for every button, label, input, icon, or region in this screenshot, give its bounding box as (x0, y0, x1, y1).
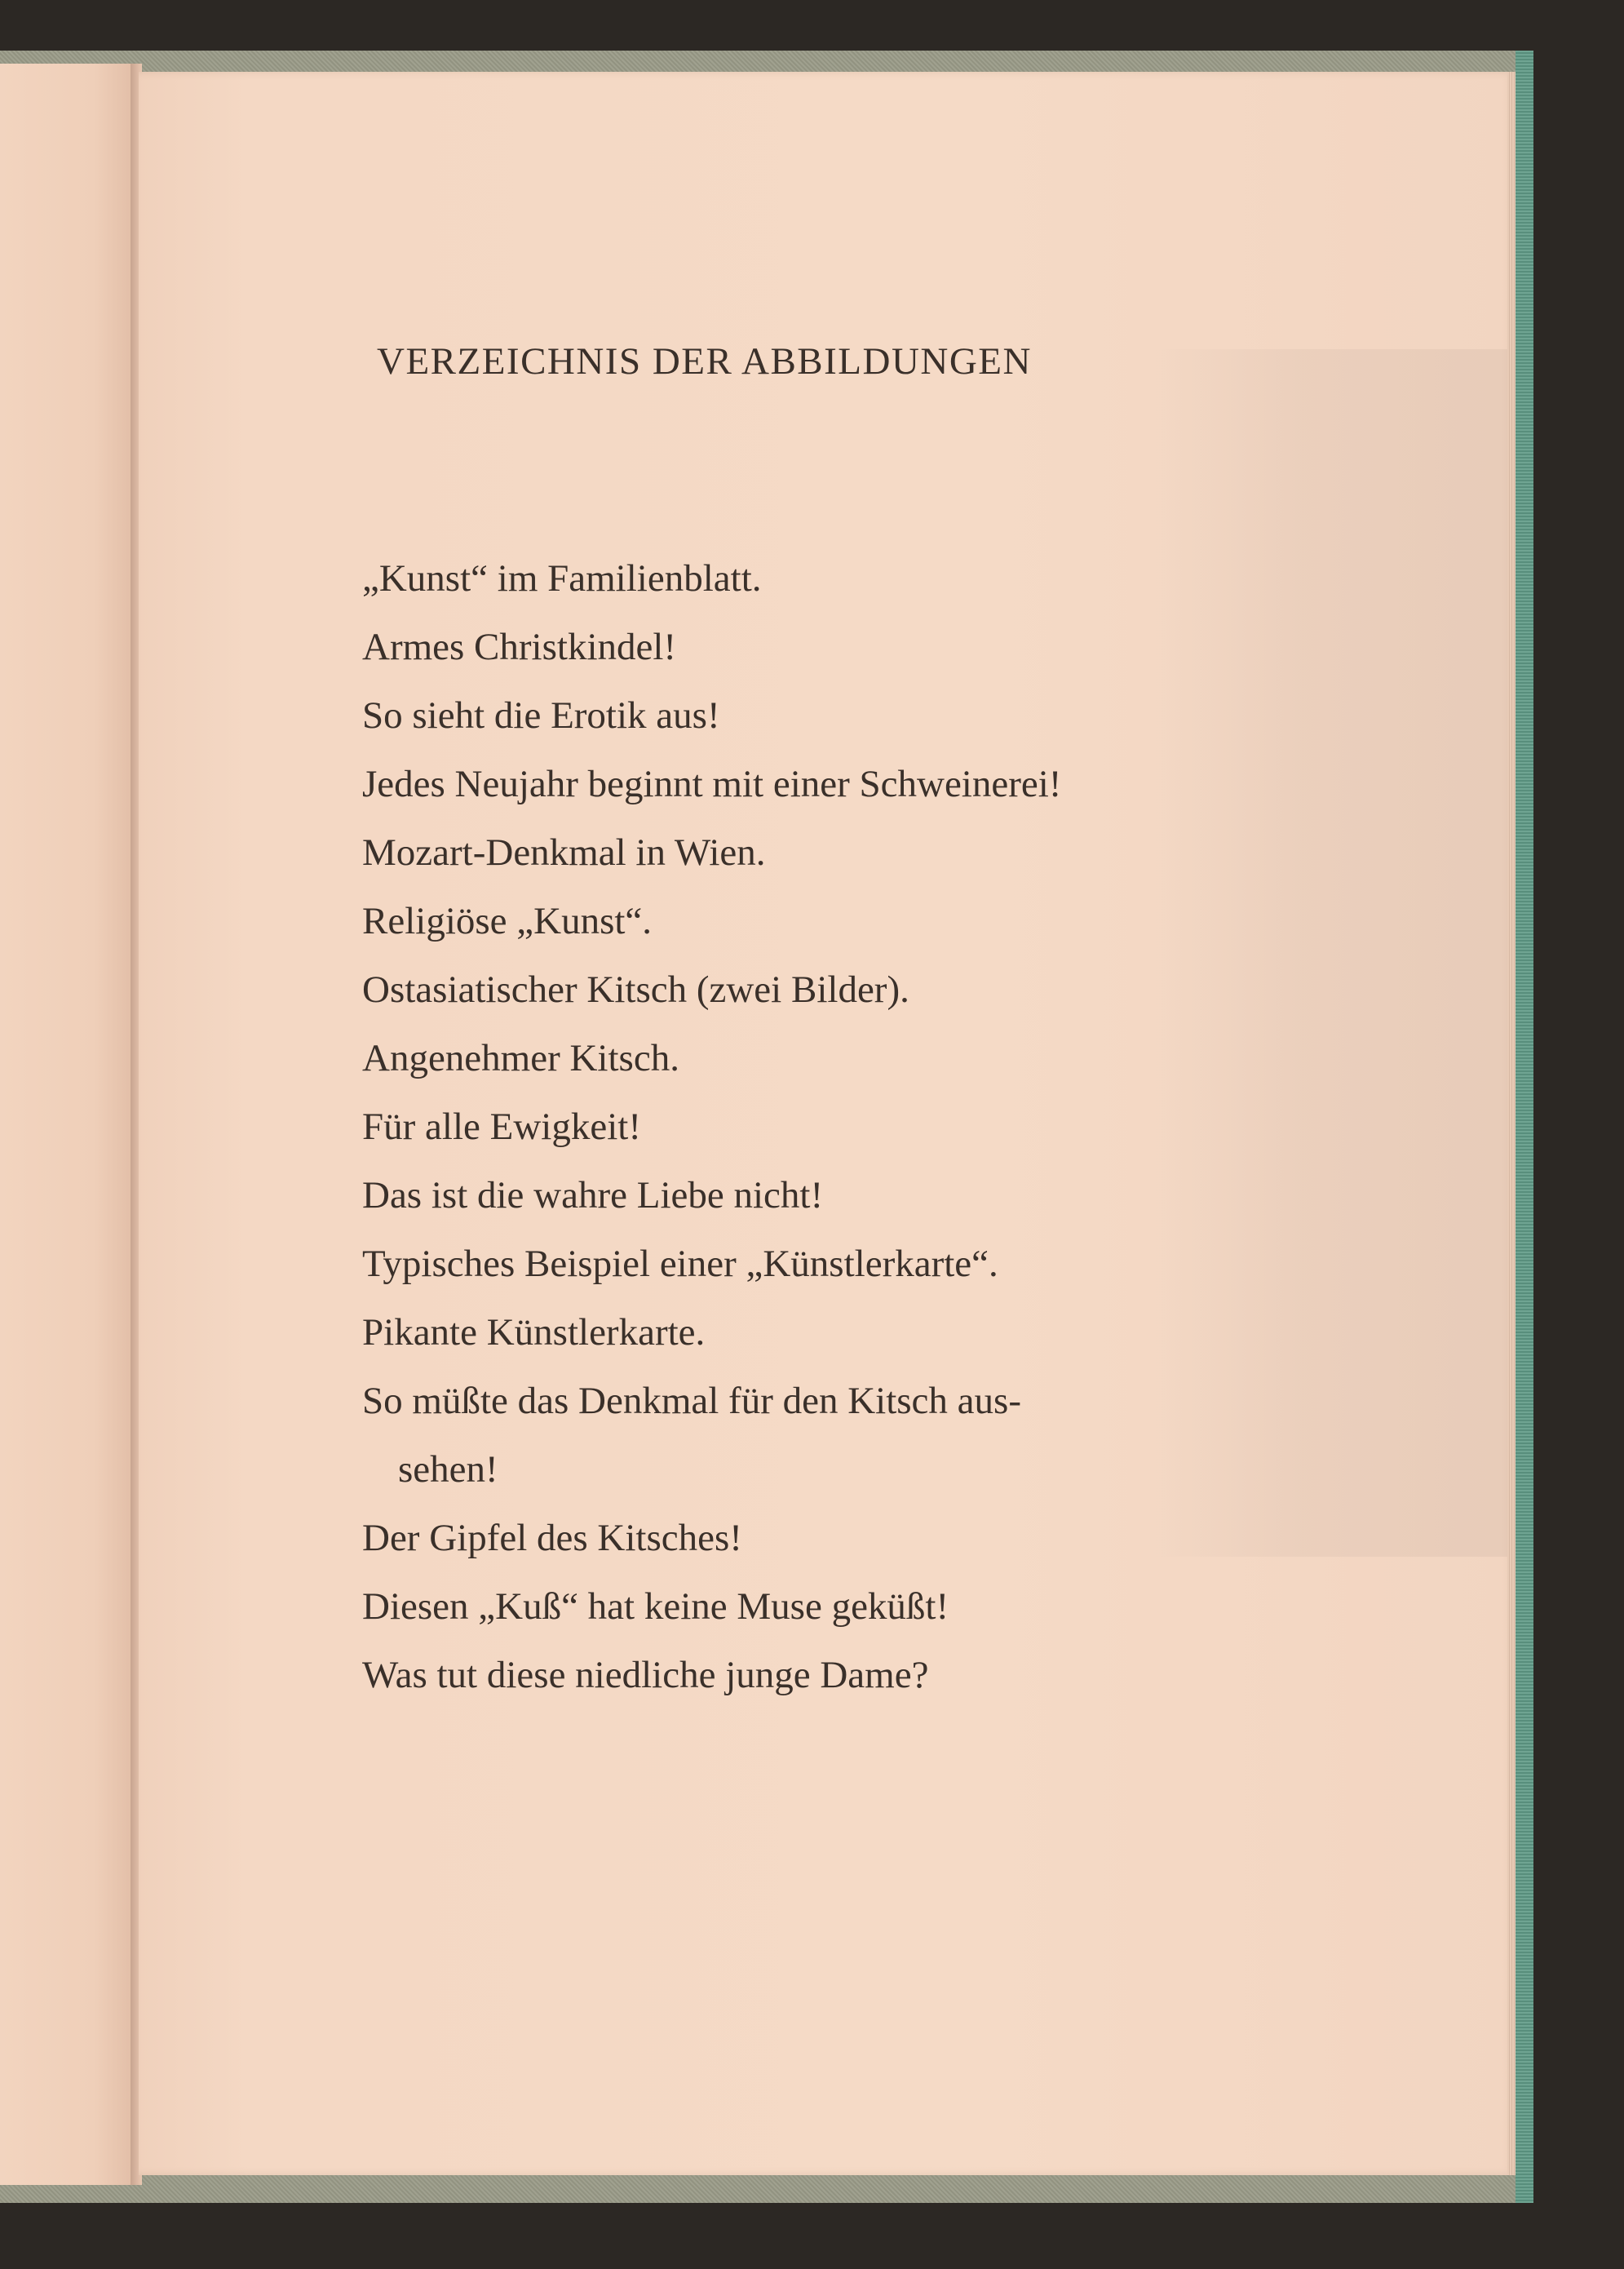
list-item: Jedes Neujahr beginnt mit einer Schweinerei! (362, 763, 1062, 805)
list-item: So sieht die Erotik aus! (362, 694, 720, 737)
list-item: Diesen „Kuß“ hat keine Muse geküßt! (362, 1585, 949, 1628)
list-item: Angenehmer Kitsch. (362, 1037, 679, 1079)
left-page (0, 64, 134, 2185)
list-item: Was tut diese niedliche junge Dame? (362, 1654, 929, 1696)
page-edge (1507, 72, 1516, 2175)
list-item-continuation: sehen! (398, 1448, 498, 1491)
page-content (362, 340, 1178, 1709)
list-item: „Kunst“ im Familienblatt. (362, 557, 762, 600)
list-item: Mozart-Denkmal in Wien. (362, 831, 766, 874)
cover-edge (1516, 51, 1533, 2203)
list-item: Der Gipfel des Kitsches! (362, 1517, 742, 1559)
illustration-list (362, 544, 1178, 1709)
list-item: Das ist die wahre Liebe nicht! (362, 1174, 824, 1216)
list-item: Typisches Beispiel einer „Künstlerkarte“. (362, 1243, 998, 1285)
page-title: VERZEICHNIS DER ABBILDUNGEN (377, 340, 1032, 383)
show-through-shadow (1150, 349, 1509, 1557)
list-item: Religiöse „Kunst“. (362, 900, 653, 942)
list-item: So müßte das Denkmal für den Kitsch aus- (362, 1380, 1021, 1422)
list-item: Pikante Künstlerkarte. (362, 1311, 706, 1354)
list-item: Armes Christkindel! (362, 626, 677, 668)
list-item: Für alle Ewigkeit! (362, 1106, 641, 1148)
list-item: Ostasiatischer Kitsch (zwei Bilder). (362, 968, 909, 1011)
